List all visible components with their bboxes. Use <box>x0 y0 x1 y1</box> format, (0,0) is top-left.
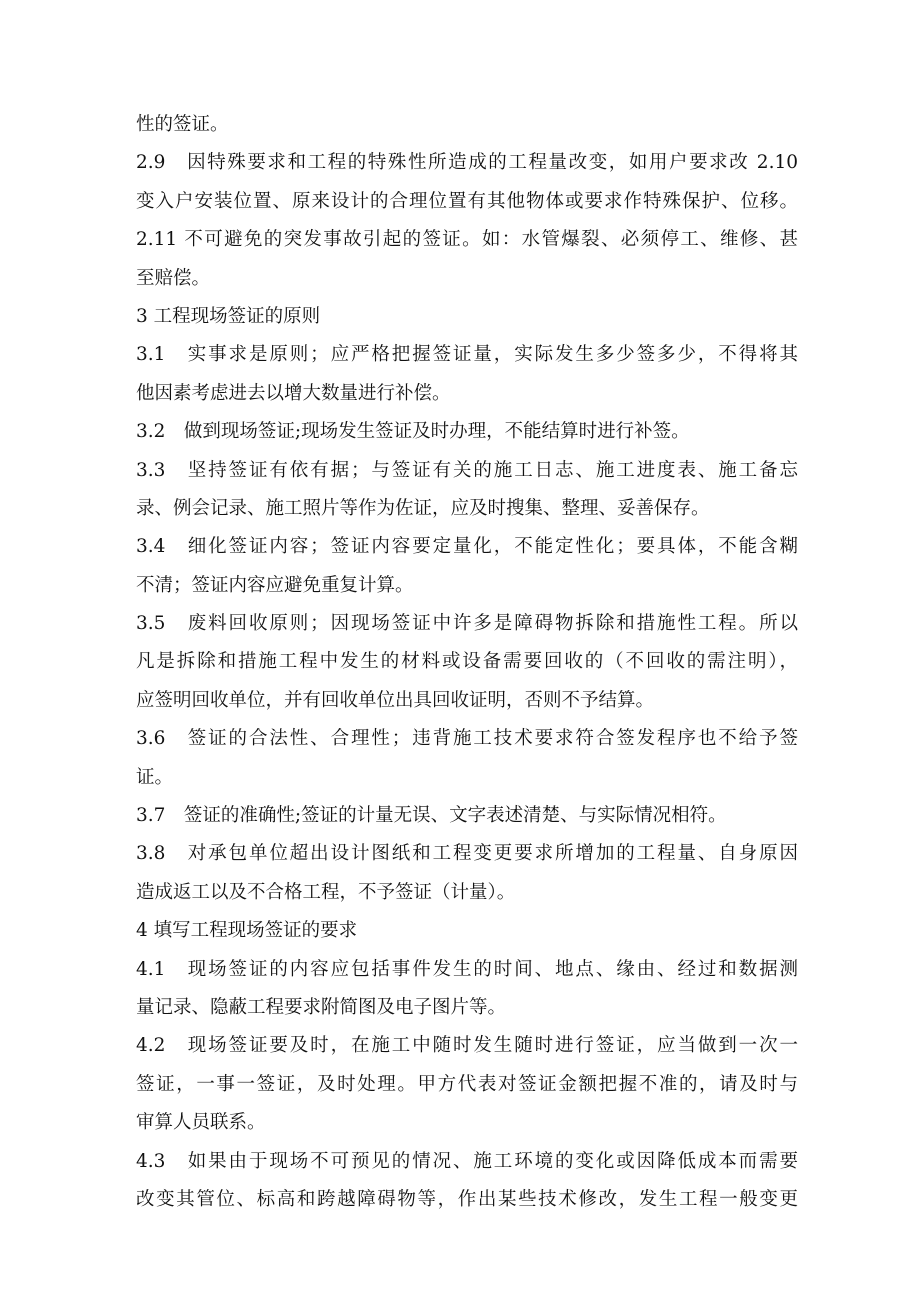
text-line: 3.6 签证的合法性、合理性；违背施工技术要求符合签发程序也不给予签 <box>136 728 798 750</box>
document-page <box>136 106 798 1219</box>
text-line: 4.1 现场签证的内容应包括事件发生的时间、地点、缘由、经过和数据测 <box>136 958 798 980</box>
text-line: 应签明回收单位，并有回收单位出具回收证明，否则不予结算。 <box>136 689 655 711</box>
text-line: 3.3 坚持签证有依有据；与签证有关的施工日志、施工进度表、施工备忘 <box>136 459 798 481</box>
text-line: 2.9 因特殊要求和工程的特殊性所造成的工程量改变，如用户要求改 2.10 <box>136 152 798 174</box>
text-line: 审算人员联系。 <box>136 1112 266 1134</box>
text-line: 改变其管位、标高和跨越障碍物等，作出某些技术修改，发生工程一般变更 <box>136 1188 798 1210</box>
text-line: 至赔偿。 <box>136 267 211 289</box>
text-line: 3.1 实事求是原则；应严格把握签证量，实际发生多少签多少，不得将其 <box>136 344 798 366</box>
text-line: 3.5 废料回收原则；因现场签证中许多是障碍物拆除和措施性工程。所以 <box>136 613 798 635</box>
text-line: 3.2 做到现场签证;现场发生签证及时办理，不能结算时进行补签。 <box>136 421 690 443</box>
text-line: 3 工程现场签证的原则 <box>136 305 321 327</box>
text-line: 凡是拆除和措施工程中发生的材料或设备需要回收的（不回收的需注明）， <box>136 651 798 673</box>
text-line: 他因素考虑进去以增大数量进行补偿。 <box>136 382 451 404</box>
text-line: 3.4 细化签证内容；签证内容要定量化，不能定性化；要具体，不能含糊 <box>136 536 798 558</box>
text-line: 4.2 现场签证要及时，在施工中随时发生随时进行签证，应当做到一次一 <box>136 1035 798 1057</box>
text-line: 变入户安装位置、原来设计的合理位置有其他物体或要求作特殊保护、位移。 <box>136 190 798 212</box>
text-line: 量记录、隐蔽工程要求附简图及电子图片等。 <box>136 996 507 1018</box>
text-line: 签证，一事一签证，及时处理。甲方代表对签证金额把握不准的，请及时与 <box>136 1073 798 1095</box>
text-line: 录、例会记录、施工照片等作为佐证，应及时搜集、整理、妥善保存。 <box>136 497 710 519</box>
text-line: 证。 <box>136 766 174 788</box>
text-line: 2.11 不可避免的突发事故引起的签证。如：水管爆裂、必须停工、维修、甚 <box>136 229 798 251</box>
text-line: 不清；签证内容应避免重复计算。 <box>136 574 414 596</box>
text-line: 3.8 对承包单位超出设计图纸和工程变更要求所增加的工程量、自身原因 <box>136 843 798 865</box>
text-line: 3.7 签证的准确性;签证的计量无误、文字表述清楚、与实际情况相符。 <box>136 805 727 827</box>
text-line: 4 填写工程现场签证的要求 <box>136 920 358 942</box>
text-line: 4.3 如果由于现场不可预见的情况、施工环境的变化或因降低成本而需要 <box>136 1150 798 1172</box>
text-line: 性的签证。 <box>136 114 229 135</box>
text-line: 造成返工以及不合格工程，不予签证（计量）。 <box>136 881 516 903</box>
